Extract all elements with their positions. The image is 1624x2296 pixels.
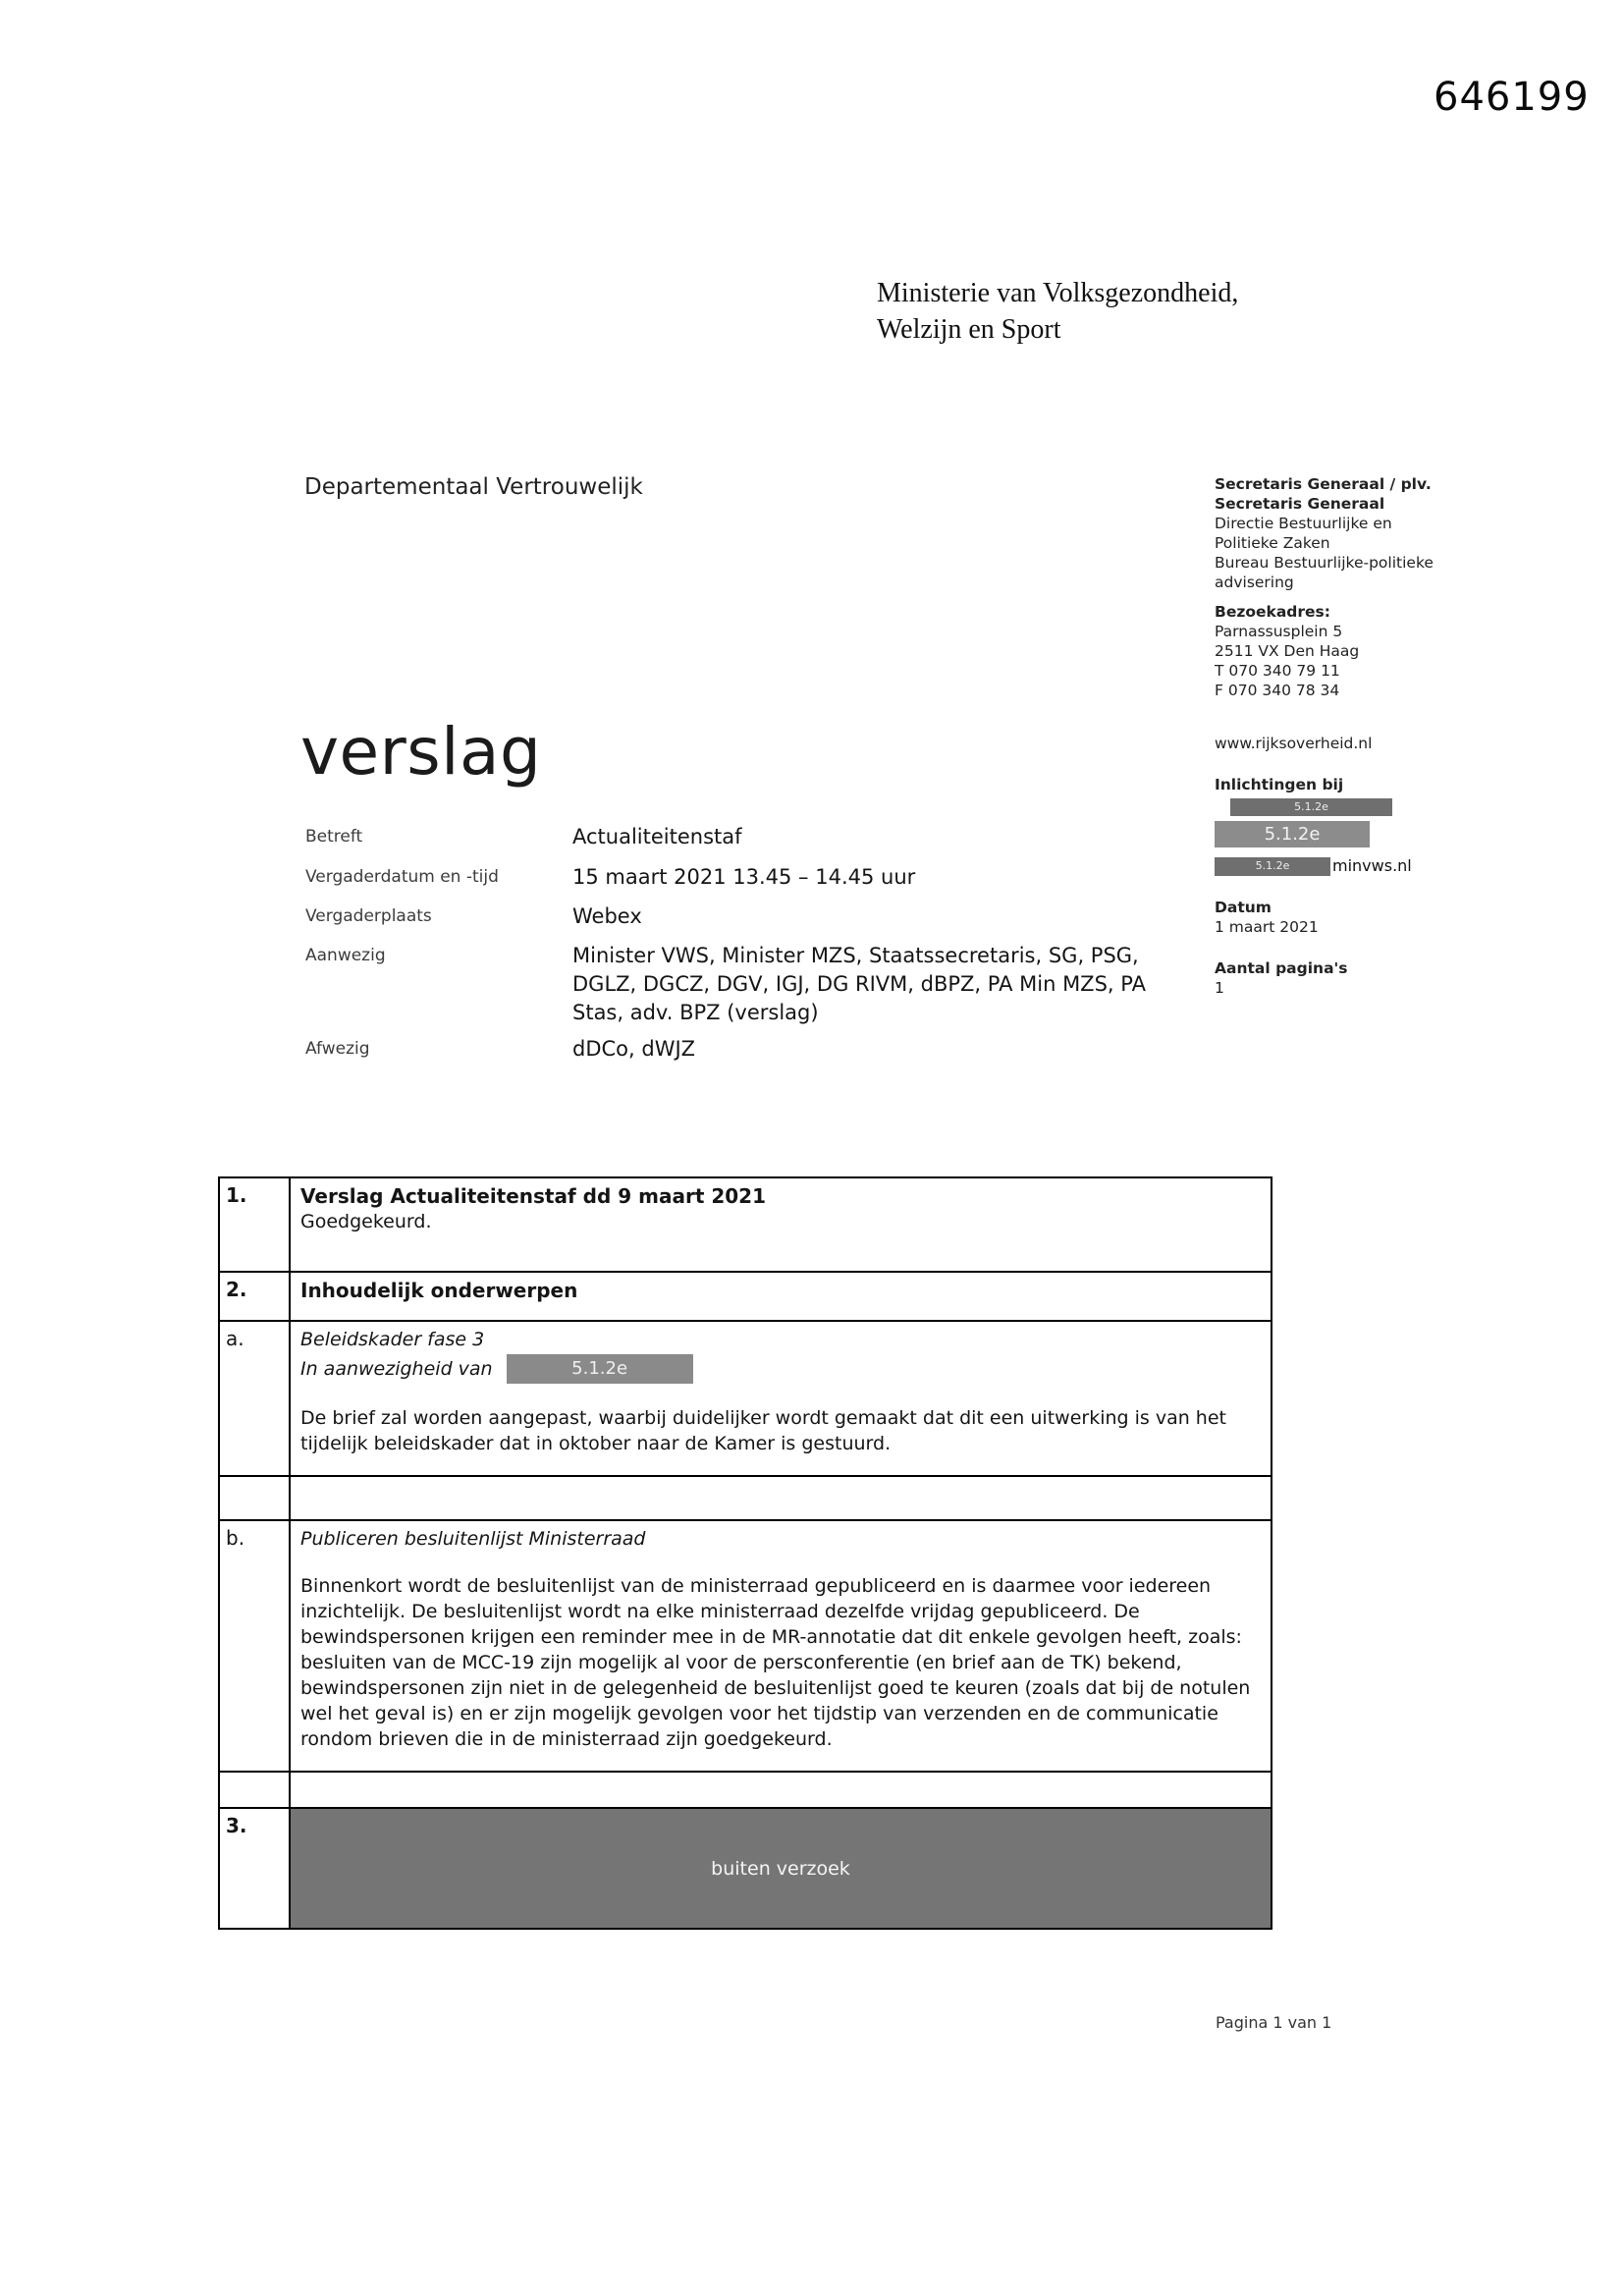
pages-value: 1 [1215, 979, 1224, 997]
meta-value: Webex [572, 904, 642, 928]
row-content [291, 1273, 1271, 1320]
meta-label: Betreft [305, 827, 363, 847]
meta-value: 15 maart 2021 13.45 – 14.45 uur [572, 865, 916, 889]
meta-value: dDCo, dWJZ [572, 1037, 696, 1061]
redaction-box: 5.1.2e [507, 1354, 693, 1384]
visit-address-line: T 070 340 79 11 [1215, 662, 1340, 680]
meta-label: Afwezig [305, 1039, 370, 1059]
sidebar-unit-bold2: Secretaris Generaal [1215, 495, 1385, 513]
contact-label: Inlichtingen bij [1215, 776, 1344, 793]
meta-label: Vergaderdatum en -tijd [305, 867, 499, 887]
rowA-body: De brief zal worden aangepast, waarbij duidelijker wordt gemaakt dat dit een uitwerking is van het tijdelijk beleidskader dat in oktober naar de Kamer is gestuurd. [300, 1407, 1226, 1454]
row1-body: Goedgekeurd. [300, 1211, 432, 1232]
table-row-3 [220, 1809, 1271, 1928]
row2-title: Inhoudelijk onderwerpen [300, 1279, 578, 1302]
rowB-body: Binnenkort wordt de besluitenlijst van de ministerraad gepubliceerd en is daarmee voor iedereen inzichtelijk. De besluitenlijst wordt na elke ministerraad dezelfde vrijdag gepubliceerd. De bewindspersonen krijgen een reminder mee in de MR-annotatie dat dit enkele gevolgen heeft, zoals: besluiten van de MCC-19 zijn mogelijk al voor de persconferentie (en brief aan de TK) bekend, bewindspersonen zijn niet in de gelegenheid de besluitenlijst goed te keuren (zoals dat bij de notulen wel het geval is) en er zijn mogelijk gevolgen voor het tijdstip van verzenden en de communicatie rondom brieven die in de ministerraad zijn goedgekeurd. [300, 1575, 1251, 1750]
ministry-line2: Welzijn en Sport [877, 313, 1061, 345]
row-number-empty [220, 1773, 291, 1807]
minutes-table [218, 1176, 1272, 1930]
row-content-empty [291, 1773, 1271, 1807]
website-link: www.rijksoverheid.nl [1215, 735, 1373, 752]
visit-address-line: F 070 340 78 34 [1215, 682, 1340, 699]
visit-address-label: Bezoekadres: [1215, 603, 1330, 621]
meta-label: Aanwezig [305, 946, 386, 965]
row-number: 3. [220, 1809, 291, 1928]
row-number: b. [220, 1521, 291, 1771]
redaction-bar-small: 5.1.2e [1230, 798, 1392, 816]
row-number: 2. [220, 1273, 291, 1320]
email-suffix: minvws.nl [1332, 856, 1412, 875]
sidebar-unit-bold1: Secretaris Generaal / plv. [1215, 475, 1432, 493]
meta-value: Actualiteitenstaf [572, 825, 742, 848]
visit-address-line: Parnassusplein 5 [1215, 623, 1343, 640]
document-title: verslag [300, 714, 542, 790]
redaction-bar-email: 5.1.2e [1215, 857, 1330, 876]
meta-label: Vergaderplaats [305, 906, 432, 926]
table-row-1 [220, 1178, 1271, 1273]
meta-value: Minister VWS, Minister MZS, Staatssecretaris, SG, PSG, DGLZ, DGCZ, DGV, IGJ, DG RIVM, dBPZ, PA Min MZS, PA Stas, adv. BPZ (verslag) [572, 944, 1146, 1024]
table-row-empty-2 [220, 1773, 1271, 1809]
row1-title: Verslag Actualiteitenstaf dd 9 maart 2021 [300, 1184, 767, 1208]
redaction-bar-big: 5.1.2e [1215, 821, 1370, 847]
row-content [291, 1178, 1271, 1271]
meta-row-aanwezig [305, 942, 1194, 1027]
row-number: a. [220, 1322, 291, 1475]
table-row-a [220, 1322, 1271, 1477]
sidebar [1215, 474, 1472, 998]
rowA-presence-line [300, 1354, 1261, 1384]
meta-row-plaats [305, 902, 1194, 931]
date-label: Datum [1215, 899, 1272, 916]
row-number: 1. [220, 1178, 291, 1271]
ministry-header [877, 276, 1238, 349]
rowA-presence-prefix: In aanwezigheid van [300, 1358, 493, 1380]
ministry-line1: Ministerie van Volksgezondheid, [877, 278, 1239, 308]
sidebar-unit-line: Politieke Zaken [1215, 534, 1330, 552]
table-row-b [220, 1521, 1271, 1773]
meta-row-betreft [305, 823, 1194, 851]
row-content-empty [291, 1477, 1271, 1519]
row-content [291, 1809, 1271, 1928]
rowB-title: Publiceren besluitenlijst Ministerraad [300, 1528, 646, 1550]
row-content [291, 1521, 1271, 1771]
sidebar-unit-line: Bureau Bestuurlijke-politieke [1215, 554, 1434, 572]
table-row-2 [220, 1273, 1271, 1322]
meta-block [305, 823, 1194, 1064]
visit-address-line: 2511 VX Den Haag [1215, 642, 1360, 660]
date-value: 1 maart 2021 [1215, 918, 1319, 936]
document-number: 646199 [1434, 75, 1590, 120]
classification-label: Departementaal Vertrouwelijk [304, 474, 643, 500]
email-line [1215, 856, 1472, 876]
pages-label: Aantal pagina's [1215, 959, 1348, 977]
table-row-empty-1 [220, 1477, 1271, 1521]
row-content [291, 1322, 1271, 1475]
page-footer: Pagina 1 van 1 [1216, 2013, 1332, 2032]
meta-row-afwezig [305, 1035, 1194, 1064]
sidebar-unit-line: advisering [1215, 574, 1294, 591]
redaction-block: buiten verzoek [291, 1809, 1271, 1928]
row-number-empty [220, 1477, 291, 1519]
rowA-title: Beleidskader fase 3 [300, 1329, 485, 1350]
meta-row-datum [305, 863, 1194, 892]
sidebar-unit-line: Directie Bestuurlijke en [1215, 515, 1392, 532]
